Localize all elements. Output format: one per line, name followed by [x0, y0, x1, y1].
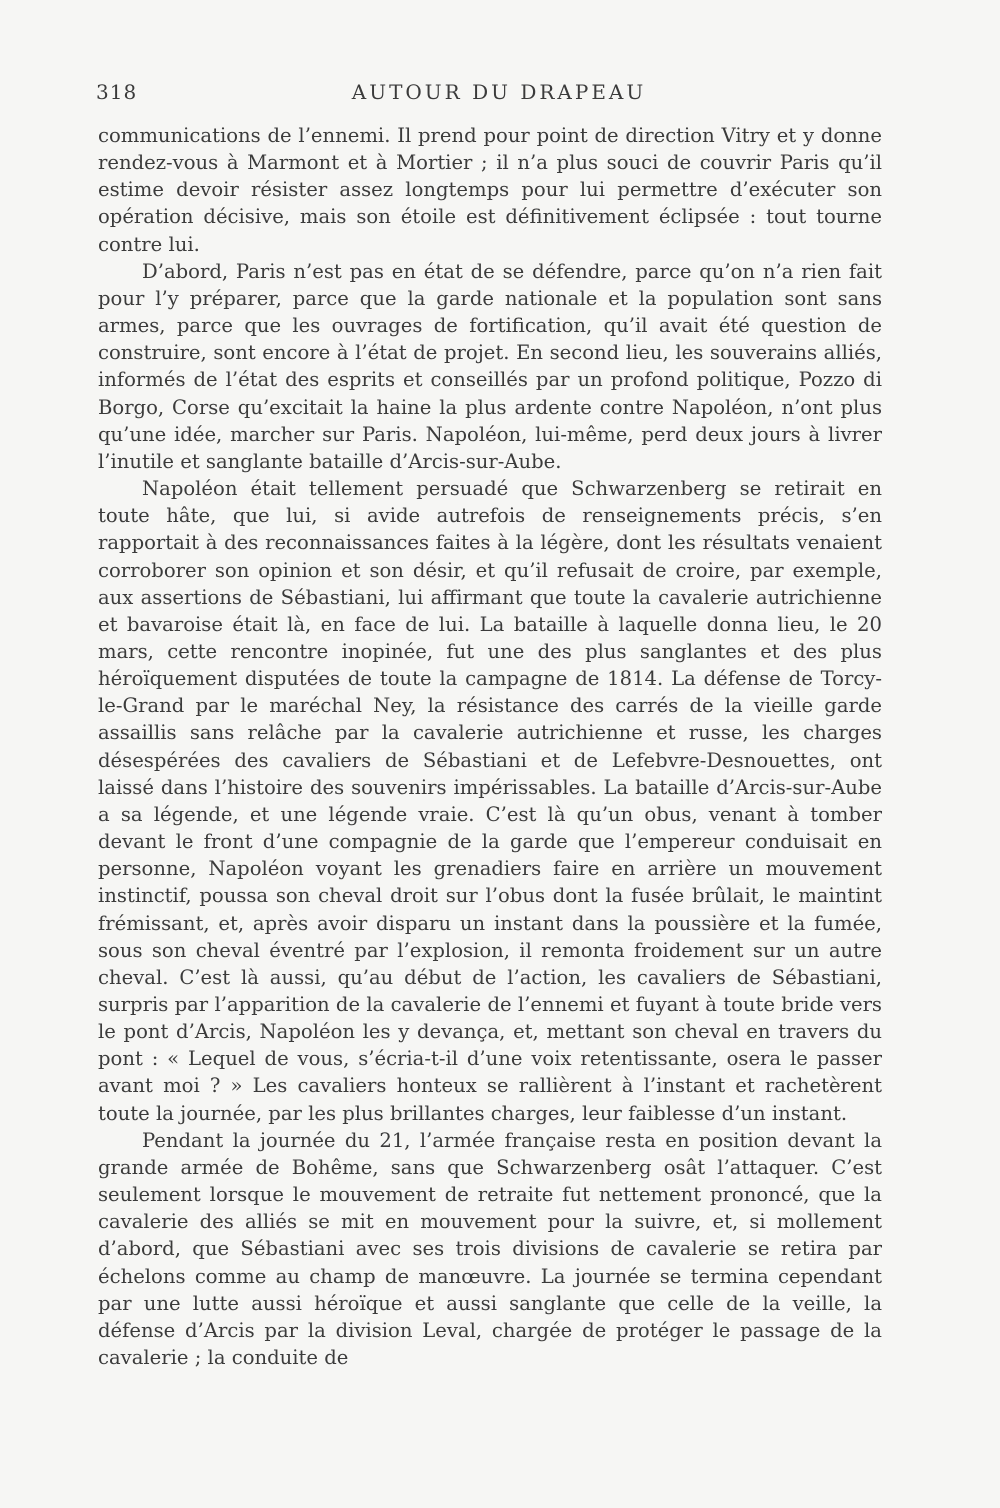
book-title: AUTOUR DU DRAPEAU	[351, 80, 647, 104]
paragraph: Napoléon était tellement persuadé que Schwarzenberg se retirait en toute hâte, que lui, si avide autrefois de renseignements précis, s’en rapportait à des reconnaissances faites à la légère, dont les résultats venaient corroborer son opinion et son désir, et qu’il refusait de croire, par exemple, aux assertions de Sébastiani, lui affirmant que toute la cavalerie autrichienne et bavaroise était là, en face de lui. La bataille à laquelle donna lieu, le 20 mars, cette rencontre inopinée, fut une des plus sanglantes et des plus héroïquement disputées de toute la campagne de 1814. La défense de Torcy-le-Grand par le maréchal Ney, la résistance des carrés de la vieille garde assaillis sans relâche par la cavalerie autrichienne et russe, les charges désespérées des cavaliers de Sébastiani et de Lefebvre-Desnouettes, ont laissé dans l’histoire des souvenirs impérissables. La bataille d’Arcis-sur-Aube a sa légende, et une légende vraie. C’est là qu’un obus, venant à tomber devant le front d’une compagnie de la garde que l’empereur conduisait en personne, Napoléon voyant les grenadiers faire en arrière un mouvement instinctif, poussa son cheval droit sur l’obus dont la fusée brûlait, le maintint frémissant, et, après avoir disparu un instant dans la poussière et la fumée, sous son cheval éventré par l’explosion, il remonta froidement sur un autre cheval. C’est là aussi, qu’au début de l’action, les cavaliers de Sébastiani, surpris par l’apparition de la cavalerie de l’ennemi et fuyant à toute bride vers le pont d’Arcis, Napoléon les y devança, et, mettant son cheval en travers du pont : « Lequel de vous, s’écria-t-il d’une voix retentissante, osera le passer avant moi ? » Les cavaliers honteux se rallièrent à l’instant et rachetèrent toute la journée, par les plus brillantes charges, leur faiblesse d’un instant.	[98, 477, 882, 1125]
page-number: 318	[96, 80, 138, 104]
paragraph: Pendant la journée du 21, l’armée française resta en position devant la grande armée de Bohême, sans que Schwarzenberg osât l’attaquer. C’est seulement lorsque le mouvement de retraite fut nettement prononcé, que la cavalerie des alliés se mit en mouvement pour la suivre, et, si mollement d’abord, que Sébastiani avec ses trois divisions de cavalerie se retira par échelons comme au champ de manœuvre. La journée se termina cependant par une lutte aussi héroïque et aussi sanglante que celle de la veille, la défense d’Arcis par la division Leval, chargée de protéger le passage de la cavalerie ; la conduite de	[98, 1128, 882, 1370]
body-text	[98, 122, 882, 1371]
paragraph: D’abord, Paris n’est pas en état de se défendre, parce qu’on n’a rien fait pour l’y préparer, parce que la garde nationale et la population sont sans armes, parce que les ouvrages de fortification, qu’il avait été question de construire, sont encore à l’état de projet. En second lieu, les souverains alliés, informés de l’état des esprits et conseillés par un profond politique, Pozzo di Borgo, Corse qu’excitait la haine la plus ardente contre Napoléon, n’ont plus qu’une idée, marcher sur Paris. Napoléon, lui-même, perd deux jours à livrer l’inutile et sanglante bataille d’Arcis-sur-Aube.	[98, 259, 882, 473]
paragraph-continued: communications de l’ennemi. Il prend pour point de direction Vitry et y donne rendez-vous à Marmont et à Mortier ; il n’a plus souci de couvrir Paris qu’il estime devoir résister assez longtemps pour lui permettre d’exécuter son opération décisive, mais son étoile est définitivement éclipsée : tout tourne contre lui.	[98, 124, 882, 256]
running-header	[96, 80, 882, 110]
